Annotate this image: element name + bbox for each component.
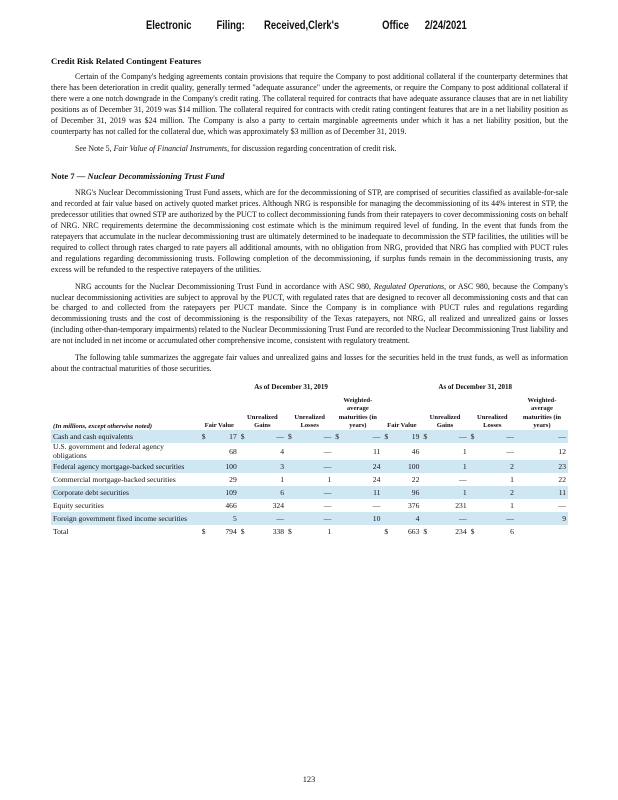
table-row <box>51 499 568 512</box>
cell-fair-value-2019: 466 <box>225 501 237 511</box>
cell-gains-2018: — <box>431 430 468 443</box>
see-note-post: for discussion regarding concentration of credit risk. <box>229 144 397 154</box>
see-note-paragraph <box>51 144 568 155</box>
cell-gains-2018: 1 <box>431 486 468 499</box>
cell-losses-2018: — <box>479 430 516 443</box>
cell-maturity-2018: 22 <box>558 475 566 485</box>
cell-losses-2018: — <box>506 447 514 457</box>
cell-maturity-2018: — <box>558 501 566 511</box>
cell-maturity-2018: 11 <box>526 486 568 499</box>
cell-fair-value-2018: 22 <box>411 475 420 485</box>
cell-fair-value-2018: 376 <box>407 501 420 511</box>
col-header-gains-2018: Unrealized Gains <box>429 413 461 430</box>
cell-maturity-2019: 24 <box>372 475 381 485</box>
header-filing: Filing: <box>216 20 245 32</box>
table-row: Cash and cash equivalents $ 17 $ — $ — $ — $ 19 $ — $ — — <box>53 432 566 442</box>
see-note-emphasis: Fair Value of Financial Instruments, <box>113 144 230 154</box>
table-column-header-row <box>51 397 568 431</box>
cell-gains-2019: 3 <box>249 460 286 473</box>
cell-gains-2019: — <box>249 512 286 525</box>
cell-gains-2019: 4 <box>280 447 285 457</box>
cell-fair-value-2019: 5 <box>210 512 239 525</box>
cell-maturity-2019: — <box>372 501 381 511</box>
cell-gains-2018: 231 <box>455 501 467 511</box>
cell-losses-2018: 6 <box>510 527 514 537</box>
header-received: Received,Clerk's <box>264 20 340 32</box>
cell-fair-value-2019: 29 <box>229 475 237 485</box>
ndt-p2-pre: NRG accounts for the Nuclear Decommissioning Trust Fund in accordance with ASC 980, <box>75 281 374 291</box>
cell-losses-2018: 1 <box>510 501 514 511</box>
table-row <box>51 460 568 473</box>
table-row <box>51 443 568 460</box>
cell-fair-value-2018: 4 <box>392 512 421 525</box>
cell-maturity-2019: 24 <box>343 460 382 473</box>
row-label: Commercial mortgage-backed securities <box>53 475 176 485</box>
cell-maturity-2019: 11 <box>343 486 382 499</box>
col-header-fair-value-2019: Fair Value <box>204 422 234 430</box>
row-label: Foreign government fixed income securities <box>51 512 200 525</box>
cell-fair-value-2018: 19 <box>392 430 421 443</box>
cell-fair-value-2019: 100 <box>210 460 239 473</box>
table-row <box>51 486 568 499</box>
credit-risk-paragraph: Certain of the Company's hedging agreements contain provisions that require the Company to post additional collateral if the counterparty determines that there has been deterioration in credit quality, generally termed "adequate assurance" under the agreements, or require the Company to post additional collateral if there were a one notch downgrade in the Company's credit rating. The collateral required for contracts that have adequate assurance clauses that are in net liability positions as of December 31, 2019 was $14 million. The collateral required for contracts with credit rating contingent features that are in a net liability position as of December 31, 2019 was $24 million. The Company is also a party to certain marginable agreements under which it has a net liability position, but the counterparty has not called for the collateral due, which was approximately $3 million as of December 31, 2019. <box>51 72 568 136</box>
cell-gains-2019: — <box>249 430 286 443</box>
filing-header <box>0 20 507 36</box>
see-note-pre: See Note 5, <box>75 144 114 154</box>
cell-maturity-2018: 9 <box>526 512 568 525</box>
ndt-p2-post: , or ASC 980, because the Company's nuclear decommissioning activities are subject to approval by the PUCT, with regulated rates that are designed to recover all decommissioning costs and that can be charged to and collected from the ratepayers per PUCT mandate. Since the Company is in compliance with PUCT rules and regulations regarding decommissioning trusts and the cost of decommissioning is the responsibility of the Texas ratepayers, not NRG, all realized and unrealized gains or losses (including other-than-temporary impairments) related to the Nuclear Decommissioning Trust Fund are recorded to the Nuclear Decommissioning Trust liability and are not included in net income or accumulated other comprehensive income, consistent with regulatory treatment. <box>51 281 569 346</box>
cell-losses-2019: — <box>296 430 333 443</box>
cell-losses-2019: — <box>296 512 333 525</box>
cell-maturity-2018: — <box>526 430 568 443</box>
cell-losses-2019: 1 <box>327 475 332 485</box>
cell-fair-value-2019: 109 <box>210 486 239 499</box>
cell-fair-value-2019: 17 <box>210 430 239 443</box>
cell-gains-2019: 324 <box>272 501 285 511</box>
cell-losses-2018: 1 <box>510 475 514 485</box>
cell-gains-2018: 234 <box>455 527 467 537</box>
cell-maturity-2019: — <box>343 430 382 443</box>
cell-gains-2019: 6 <box>249 486 286 499</box>
cell-fair-value-2018: 96 <box>392 486 421 499</box>
page-content <box>51 56 568 538</box>
note-7-title-text: Nuclear Decommissioning Trust Fund <box>87 171 225 182</box>
cell-losses-2018: 2 <box>479 486 516 499</box>
col-header-gains-2019: Unrealized Gains <box>247 413 278 430</box>
col-header-maturities-2019: Weighted-average maturities (in years) <box>338 396 377 430</box>
table-row <box>51 473 568 486</box>
section-heading-credit-risk: Credit Risk Related Contingent Features <box>51 56 202 66</box>
ndt-paragraph-2 <box>51 282 568 347</box>
cell-fair-value-2019: 68 <box>229 447 237 457</box>
trust-fund-table <box>51 381 568 538</box>
unit-label: (In millions, except otherwise noted) <box>53 423 153 431</box>
row-label: Corporate debt securities <box>51 486 200 499</box>
cell-fair-value-2018: 663 <box>407 527 420 537</box>
cell-maturity-2019: 11 <box>373 447 381 457</box>
col-header-maturities-2018: Weighted-average maturities (in years) <box>522 396 562 430</box>
group-header-2019: As of December 31, 2019 <box>254 383 328 392</box>
header-office: Office <box>382 20 409 32</box>
row-label: Total <box>53 527 69 537</box>
cell-gains-2019: 1 <box>280 475 285 485</box>
cell-losses-2019: — <box>323 501 332 511</box>
group-header-2018: As of December 31, 2018 <box>438 383 512 392</box>
col-header-fair-value-2018: Fair Value <box>387 422 417 430</box>
cell-fair-value-2019: 794 <box>225 527 237 537</box>
col-header-losses-2018: Unrealized Losses <box>476 413 508 430</box>
ndt-p2-emphasis: Regulated Operations <box>373 281 445 291</box>
cell-fair-value-2018: 46 <box>411 447 420 457</box>
cell-losses-2018: 2 <box>479 460 516 473</box>
header-date: 2/24/2021 <box>424 20 467 32</box>
row-label: U.S. government and federal agency obligations <box>53 442 164 460</box>
header-electronic: Electronic <box>145 20 192 32</box>
ndt-paragraph-3: The following table summarizes the aggregate fair values and unrealized gains and losses for the securities held in the trust funds, as well as information about the contractual maturities of those securities. <box>51 353 568 373</box>
cell-losses-2019: — <box>296 460 333 473</box>
note-7-prefix: Note 7 — <box>51 171 88 182</box>
cell-maturity-2019 <box>343 525 382 538</box>
ndt-paragraph-1: NRG's Nuclear Decommissioning Trust Fund assets, which are for the decommissioning of STP, are comprised of securities classified as available-for-sale and recorded at fair value based on actively quoted market prices. Although NRG is responsible for managing the decommissioning of its 44% interest in STP, the predecessor utilities that owned STP are authorized by the PUCT to collect decommissioning funds from their ratepayers to cover decommissioning costs on behalf of NRG. NRC requirements determine the decommissioning cost estimate which is the minimum required level of funding. In the event that funds from the ratepayers that accumulate in the nuclear decommissioning trust are ultimately determined to be inadequate to decommission the STP facilities, the utilities will be required to collect through rates charged to rate payers all additional amounts, with no obligation from NRG, provided that NRG has complied with PUCT rules and regulations regarding decommissioning trusts. Following completion of the decommissioning, if surplus funds remain in the decommissioning trusts, any excess will be refunded to the respective ratepayers of the utilities. <box>51 188 568 274</box>
cell-gains-2019: 338 <box>272 527 285 537</box>
page-number: 123 <box>302 775 316 784</box>
table-row <box>51 512 568 525</box>
cell-fair-value-2018: 100 <box>392 460 421 473</box>
cell-losses-2019: — <box>323 447 332 457</box>
cell-losses-2019: — <box>296 486 333 499</box>
row-label: Cash and cash equivalents <box>51 430 200 443</box>
cell-losses-2018: — <box>479 512 516 525</box>
col-header-losses-2019: Unrealized Losses <box>294 413 325 430</box>
table-row-total: Total $ 794 $ 338 $ 1 $ 663 $ 234 $ 6 <box>51 525 568 538</box>
row-label: Equity securities <box>53 501 104 511</box>
cell-losses-2019: 1 <box>327 527 332 537</box>
table-group-header-row <box>51 381 568 397</box>
cell-gains-2018: 1 <box>462 447 467 457</box>
cell-gains-2018: — <box>431 512 468 525</box>
cell-maturity-2018 <box>526 525 568 538</box>
row-label: Federal agency mortgage-backed securities <box>51 460 200 473</box>
note-7-title <box>51 171 568 182</box>
cell-maturity-2018: 23 <box>526 460 568 473</box>
cell-gains-2018: 1 <box>431 460 468 473</box>
cell-maturity-2018: 12 <box>558 447 566 457</box>
cell-maturity-2019: 10 <box>343 512 382 525</box>
cell-gains-2018: — <box>459 475 467 485</box>
